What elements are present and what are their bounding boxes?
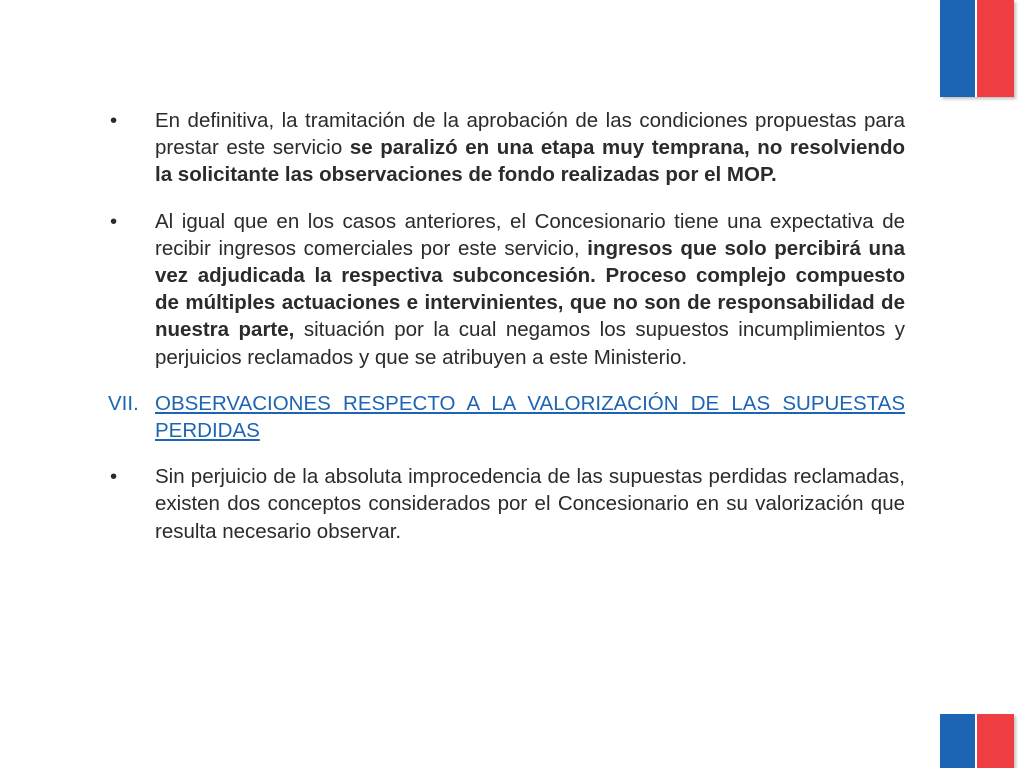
bullet-item-3 <box>108 463 905 545</box>
bullet-marker: • <box>110 209 118 233</box>
flag-blue-stripe <box>940 0 975 97</box>
bullet-text <box>155 463 905 545</box>
corner-flag-bottom <box>940 714 1014 768</box>
text-segment: Al igual que en los casos anteriores, el Concesionario tiene una expectativa de recibir ingresos comerciales por este servicio, <box>155 209 905 260</box>
corner-flag-top <box>940 0 1014 97</box>
text-segment: situación por la cual negamos los supuestos incumplimientos y perjuicios reclamados y que se atribuyen a este Ministerio. <box>155 318 905 369</box>
section-heading <box>108 390 905 444</box>
text-segment-bold: se paralizó en una etapa muy temprana, no resolviendo la solicitante las observaciones de fondo realizadas por el MOP. <box>155 136 905 187</box>
bullet-marker: • <box>110 109 118 132</box>
text-segment-bold: ingresos que solo percibirá una vez adjudicada la respectiva subconcesión. Proceso complejo compuesto de múltiples actuaciones e intervinientes, que no son de responsabilidad de nuestra parte, <box>155 236 905 342</box>
bullet-item-1 <box>108 107 905 189</box>
bullet-text <box>155 208 905 371</box>
text-segment: En definitiva, la tramitación de la aprobación de las condiciones propuestas para prestar este servicio <box>155 109 905 160</box>
bullet-marker: • <box>110 465 118 489</box>
bullet-text <box>155 107 905 189</box>
flag-red-stripe <box>977 0 1014 97</box>
slide-content <box>108 107 905 564</box>
section-numeral: VII. <box>108 391 139 415</box>
bullet-item-2 <box>108 208 905 371</box>
flag-blue-stripe <box>940 714 975 768</box>
section-title: OBSERVACIONES RESPECTO A LA VALORIZACIÓN DE LAS SUPUESTAS PERDIDAS <box>155 391 905 443</box>
text-segment: Sin perjuicio de la absoluta improcedencia de las supuestas perdidas reclamadas, existen dos conceptos considerados por el Concesionario en su valorización que resulta necesario observar. <box>155 465 905 543</box>
flag-red-stripe <box>977 714 1014 768</box>
